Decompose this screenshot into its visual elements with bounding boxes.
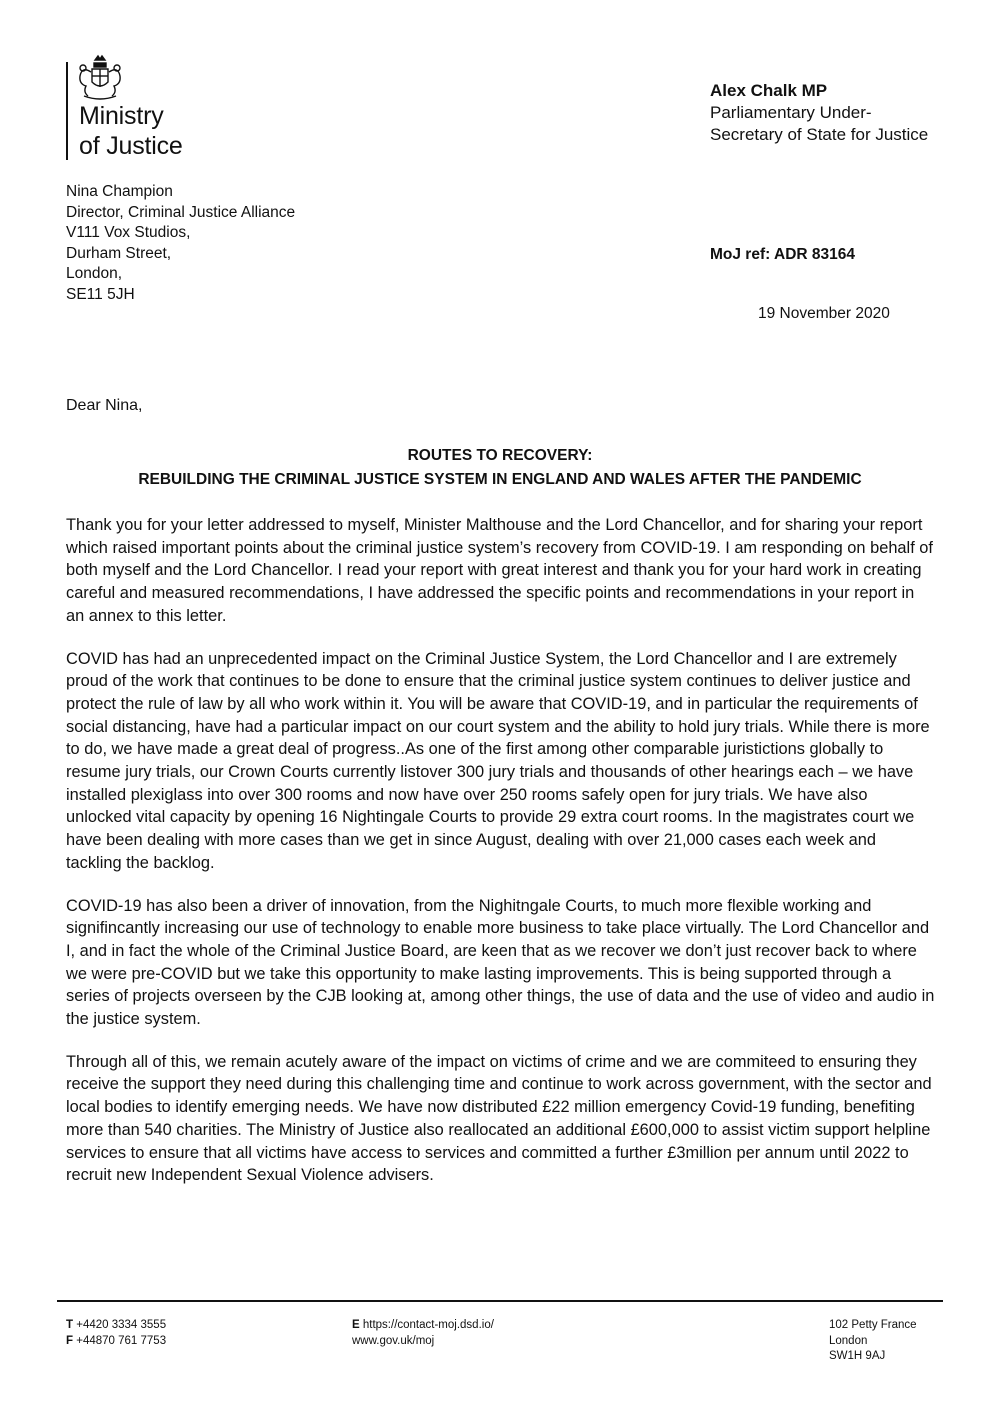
footer-contact-numbers xyxy=(66,1318,166,1349)
recipient-line: London, xyxy=(66,265,123,282)
sender-block xyxy=(710,80,928,146)
sender-title-line-1: Parliamentary Under- xyxy=(710,103,872,122)
footer-divider xyxy=(57,1300,943,1302)
address-line: 102 Petty France xyxy=(829,1319,917,1331)
phone-label: T xyxy=(66,1319,74,1331)
recipient-address xyxy=(66,182,295,305)
heading-line-1: ROUTES TO RECOVERY: xyxy=(407,447,593,464)
recipient-line: Nina Champion xyxy=(66,183,173,200)
footer-address xyxy=(829,1318,917,1365)
letter-heading xyxy=(40,444,960,492)
footer-web-contacts xyxy=(352,1318,494,1349)
body-paragraph: Thank you for your letter addressed to myself, Minister Malthouse and the Lord Chancellor, and for sharing your report which raised important points about the criminal justice system’s recovery from COVID-19. I am responding on behalf of both myself and the Lord Chancellor. I read your report with great interest and thank you for your hard work in creating careful and measured recommendations, I have addressed the specific points and recommendations in your report in an annex to this letter. xyxy=(66,516,933,625)
email-label: E xyxy=(352,1319,360,1331)
address-line: SW1H 9AJ xyxy=(829,1350,886,1362)
address-line: London xyxy=(829,1334,868,1347)
sender-name: Alex Chalk MP xyxy=(710,81,828,100)
recipient-line: Durham Street, xyxy=(66,244,172,262)
sender-title-line-2: Secretary of State for Justice xyxy=(710,125,929,144)
letter-body xyxy=(66,514,936,1207)
recipient-line: V111 Vox Studios, xyxy=(66,224,191,241)
royal-crest-icon xyxy=(74,54,126,104)
letter-date: 19 November 2020 xyxy=(758,305,890,322)
salutation: Dear Nina, xyxy=(66,397,143,414)
recipient-line: SE11 5JH xyxy=(66,285,135,303)
body-paragraph: COVID-19 has also been a driver of innovation, from the Nighitngale Courts, to much more flexible working and signifincantly increasing our use of technology to enable more business to take place virtually. The Lord Chancellor and I, and in fact the whole of the Criminal Justice Board, are keen that as we recover we don’t just recover back to where we were pre-COVID but we take this opportunity to make lasting improvements. This is being supported through a series of projects overseen by the CJB looking at, among other things, the use of data and the use of video and audio in the justice system. xyxy=(66,896,935,1029)
logo-line-1: Ministry xyxy=(79,102,164,130)
body-paragraph: COVID has had an unprecedented impact on the Criminal Justice System, the Lord Chancellor and I are extremely proud of the work that continues to be done to ensure that the criminal justice system continues to deliver justice and protect the rule of law by all who work within it. You will be aware that COVID-19, and in particular the requirements of social distancing, have had a particular impact on our court system and the ability to hold jury trials. While there is more to do, we have made a great deal of progress..As one of the first among other comparable juristictions globally to resume jury trials, our Crown Courts currently listover 300 jury trials and thousands of other hearings each – we have installed plexiglass into over 300 rooms and now have over 250 rooms safely open for jury trials. We have also unlocked vital capacity by opening 16 Nightingale Courts to provide 29 extra court rooms. In the magistrates court we have been dealing with more cases than we get in since August, dealing with over 21,000 cases each week and tackling the backlog. xyxy=(66,649,930,872)
fax-label: F xyxy=(66,1334,74,1347)
logo-divider xyxy=(66,62,68,160)
email-link[interactable]: https://contact-moj.dsd.io/ xyxy=(362,1319,494,1331)
fax-number: +44870 761 7753 xyxy=(76,1334,167,1347)
ministry-logo-text xyxy=(79,101,183,161)
reference-number: MoJ ref: ADR 83164 xyxy=(710,246,856,263)
website-link[interactable]: www.gov.uk/moj xyxy=(352,1334,435,1347)
phone-number: +4420 3334 3555 xyxy=(76,1319,167,1331)
heading-line-2: REBUILDING THE CRIMINAL JUSTICE SYSTEM IN ENGLAND AND WALES AFTER THE PANDEMIC xyxy=(138,471,862,488)
recipient-line: Director, Criminal Justice Alliance xyxy=(66,203,296,221)
body-paragraph: Through all of this, we remain acutely aware of the impact on victims of crime and we are commiteed to ensuring they receive the support they need during this challenging time and continue to work across government, with the sector and local bodies to identify emerging needs. We have now distributed £22 million emergency Covid-19 funding, benefiting more than 540 charities. The Ministry of Justice also reallocated an additional £600,000 to assist victim support helpline services to ensure that all victims have access to services and committed a further £3million per annum until 2022 to recruit new Independent Sexual Violence advisers. xyxy=(66,1052,932,1185)
logo-line-2: of Justice xyxy=(79,132,183,160)
